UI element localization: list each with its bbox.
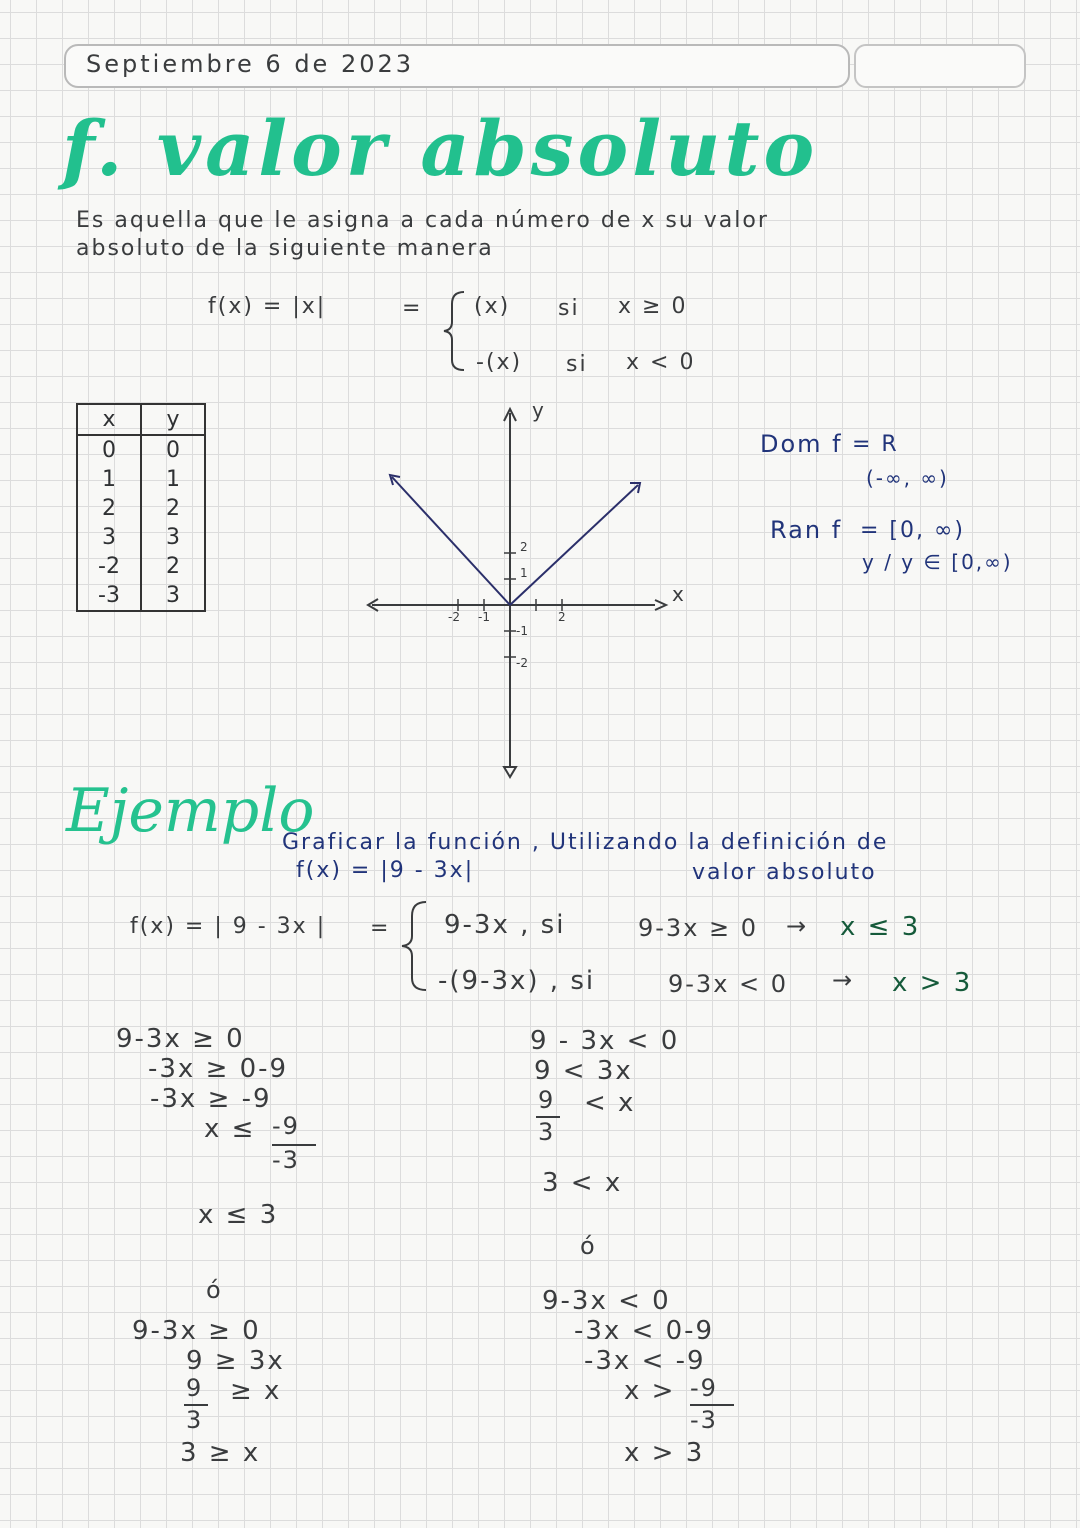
left-step-4: x ≤ xyxy=(204,1114,256,1144)
left-result: x ≤ 3 xyxy=(198,1200,279,1230)
x-axis-label: x xyxy=(672,582,684,606)
x-tick-label: -1 xyxy=(478,610,490,624)
example-case1-result: x ≤ 3 xyxy=(840,912,921,942)
table-cell: 1 xyxy=(77,465,141,494)
formula-brace xyxy=(440,288,470,374)
table-row xyxy=(77,494,205,523)
example-brace xyxy=(398,898,432,994)
y-tick-label: -2 xyxy=(516,656,528,670)
right-frac-den: 3 xyxy=(538,1118,556,1146)
example-case2: -(9-3x) , si xyxy=(438,966,596,996)
table-row xyxy=(77,465,205,494)
table-row xyxy=(77,581,205,611)
right2-step-1: 9-3x < 0 xyxy=(542,1286,671,1316)
y-axis-bottom-arrow xyxy=(504,767,516,777)
right-result: 3 < x xyxy=(542,1168,623,1198)
table-cell: 3 xyxy=(141,581,205,611)
left2-result: 3 ≥ x xyxy=(180,1438,261,1468)
example-function: f(x) = |9 - 3x| xyxy=(296,858,475,883)
y-axis-label: y xyxy=(532,398,544,422)
example-instruction-1: Graficar la función , Utilizando la definición de xyxy=(282,830,889,855)
example-instruction-2: valor absoluto xyxy=(692,860,877,885)
left-frac-den: -3 xyxy=(272,1146,300,1174)
right2-result: x > 3 xyxy=(624,1438,705,1468)
table-cell: 2 xyxy=(141,552,205,581)
definition-line-1: Es aquella que le asigna a cada número de x su valor xyxy=(76,208,769,233)
example-arrow-2: → xyxy=(832,966,855,994)
range-label: Ran f xyxy=(770,516,843,544)
table-cell: 2 xyxy=(141,494,205,523)
x-tick-label: 2 xyxy=(558,610,566,624)
table-header-x: x xyxy=(77,404,141,435)
example-case2-result: x > 3 xyxy=(892,968,973,998)
y-tick-label: -1 xyxy=(516,624,528,638)
definition-line-2: absoluto de la siguiente manera xyxy=(76,236,494,261)
left-frac-num: -9 xyxy=(272,1112,300,1140)
formula-case2-cond: x < 0 xyxy=(626,350,696,375)
right2-step-3: -3x < -9 xyxy=(584,1346,706,1376)
range-eq: = [0, ∞) xyxy=(860,518,965,543)
right2-frac-num: -9 xyxy=(690,1374,718,1402)
right2-step-4: x > xyxy=(624,1376,676,1406)
left2-step-3: ≥ x xyxy=(230,1376,282,1406)
table-row xyxy=(77,435,205,465)
left-branch-line xyxy=(392,477,510,605)
right-step-1: 9 - 3x < 0 xyxy=(530,1026,680,1056)
or-right: ó xyxy=(580,1232,597,1260)
formula-case1-expr: (x) xyxy=(474,294,511,319)
left-step-2: -3x ≥ 0-9 xyxy=(148,1054,289,1084)
date-text: Septiembre 6 de 2023 xyxy=(86,50,415,78)
domain-interval: (-∞, ∞) xyxy=(866,466,949,490)
y-tick-label: 2 xyxy=(520,540,528,554)
example-heading: Ejemplo xyxy=(66,776,315,846)
formula-case2-expr: -(x) xyxy=(476,350,523,375)
table-row xyxy=(77,552,205,581)
right-step-3: < x xyxy=(584,1088,636,1118)
table-cell: 3 xyxy=(77,523,141,552)
x-axis-arrow xyxy=(655,600,666,610)
right-step-2: 9 < 3x xyxy=(534,1056,633,1086)
table-cell: 0 xyxy=(141,435,205,465)
formula-case1-cond: x ≥ 0 xyxy=(618,294,688,319)
left-step-3: -3x ≥ -9 xyxy=(150,1084,272,1114)
table-header-row xyxy=(77,404,205,435)
values-table xyxy=(76,403,206,612)
right-branch-line xyxy=(510,485,638,605)
table-cell: 2 xyxy=(77,494,141,523)
left2-step-1: 9-3x ≥ 0 xyxy=(132,1316,261,1346)
table-cell: 3 xyxy=(141,523,205,552)
right2-frac-den: -3 xyxy=(690,1406,718,1434)
table-cell: -3 xyxy=(77,581,141,611)
x-tick-label: -2 xyxy=(448,610,460,624)
example-def-eq: = xyxy=(370,916,391,941)
example-def-lhs: f(x) = | 9 - 3x | xyxy=(130,914,327,939)
domain-label: Dom f xyxy=(760,430,843,458)
formula-lhs: f(x) = |x| xyxy=(208,294,327,319)
left-step-1: 9-3x ≥ 0 xyxy=(116,1024,245,1054)
example-arrow-1: → xyxy=(786,912,809,940)
abs-graph xyxy=(360,395,700,785)
page-title: f. valor absoluto xyxy=(62,104,819,193)
left2-step-2: 9 ≥ 3x xyxy=(186,1346,285,1376)
table-header-y: y xyxy=(141,404,205,435)
table-cell: -2 xyxy=(77,552,141,581)
formula-case2-si: si xyxy=(566,352,588,377)
right-frac-num: 9 xyxy=(538,1086,556,1114)
y-tick-label: 1 xyxy=(520,566,528,580)
range-set: y / y ∈ [0,∞) xyxy=(862,550,1013,574)
left2-frac-den: 3 xyxy=(186,1406,204,1434)
example-case2-cond: 9-3x < 0 xyxy=(668,970,789,998)
example-case1-cond: 9-3x ≥ 0 xyxy=(638,914,759,942)
right2-step-2: -3x < 0-9 xyxy=(574,1316,715,1346)
formula-case1-si: si xyxy=(558,296,580,321)
table-row xyxy=(77,523,205,552)
table-cell: 1 xyxy=(141,465,205,494)
left2-frac-num: 9 xyxy=(186,1374,204,1402)
side-box xyxy=(854,44,1026,88)
domain-eq: = R xyxy=(852,432,899,457)
example-case1: 9-3x , si xyxy=(444,910,566,940)
table-cell: 0 xyxy=(77,435,141,465)
formula-equals: = xyxy=(402,296,423,321)
or-left: ó xyxy=(206,1276,223,1304)
